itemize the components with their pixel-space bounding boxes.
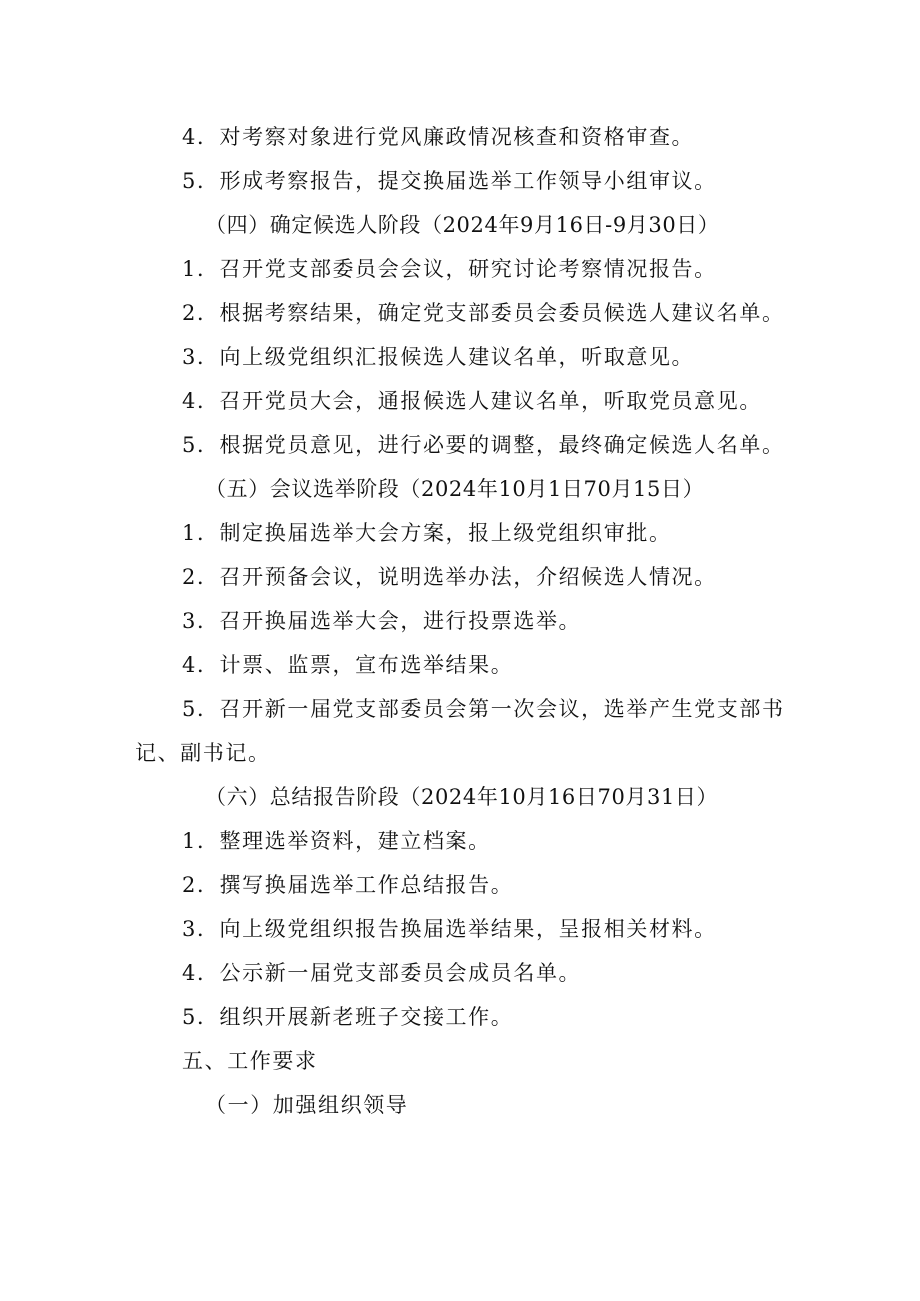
list-item: 5．组织开展新老班子交接工作。 xyxy=(182,1005,514,1029)
list-item: 5．根据党员意见，进行必要的调整，最终确定候选人名单。 xyxy=(182,433,785,457)
list-item: 2．撰写换届选举工作总结报告。 xyxy=(182,873,514,897)
list-item: 4．计票、监票，宣布选举结果。 xyxy=(182,653,514,677)
list-item: 5．形成考察报告，提交换届选举工作领导小组审议。 xyxy=(182,169,717,193)
list-item-continuation: 记、副书记。 xyxy=(135,741,271,765)
list-item: 5．召开新一届党支部委员会第一次会议，选举产生党支部书 xyxy=(182,697,785,721)
list-item: 3．召开换届选举大会，进行投票选举。 xyxy=(182,609,582,633)
stage-heading: （五）会议选举阶段（2024年10月1日70月15日） xyxy=(205,477,705,501)
list-item: 2．根据考察结果，确定党支部委员会委员候选人建议名单。 xyxy=(182,301,785,325)
list-item: 4．对考察对象进行党风廉政情况核查和资格审查。 xyxy=(182,125,695,149)
list-item: 2．召开预备会议，说明选举办法，介绍候选人情况。 xyxy=(182,565,717,589)
stage-heading: （四）确定候选人阶段（2024年9月16日-9月30日） xyxy=(205,213,720,237)
section-heading: 五、工作要求 xyxy=(182,1049,318,1073)
stage-heading: （六）总结报告阶段（2024年10月16日70月31日） xyxy=(205,785,719,809)
list-item: 4．召开党员大会，通报候选人建议名单，听取党员意见。 xyxy=(182,389,762,413)
list-item: 3．向上级党组织报告换届选举结果，呈报相关材料。 xyxy=(182,917,717,941)
subsection-heading: （一）加强组织领导 xyxy=(205,1093,409,1117)
list-item: 3．向上级党组织汇报候选人建议名单，听取意见。 xyxy=(182,345,695,369)
list-item: 1．制定换届选举大会方案，报上级党组织审批。 xyxy=(182,521,672,545)
list-item: 1．整理选举资料，建立档案。 xyxy=(182,829,491,853)
list-item: 4．公示新一届党支部委员会成员名单。 xyxy=(182,961,582,985)
list-item: 1．召开党支部委员会会议，研究讨论考察情况报告。 xyxy=(182,257,717,281)
